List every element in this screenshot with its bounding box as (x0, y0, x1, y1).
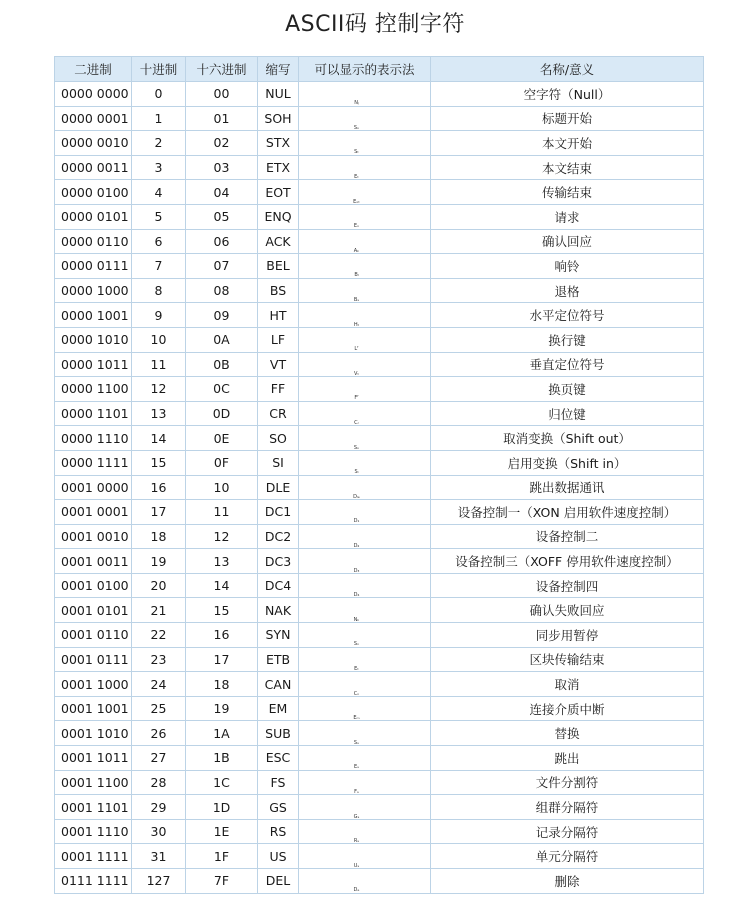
display-glyph-cell (299, 303, 431, 328)
name-meaning-cell: 水平定位符号 (431, 303, 704, 328)
table-row (55, 155, 704, 180)
abbreviation-cell: DLE (258, 475, 299, 500)
control-picture-glyph: D₂ (353, 542, 360, 549)
table-row (55, 278, 704, 303)
display-glyph-cell (299, 721, 431, 746)
decimal-cell: 28 (132, 770, 186, 795)
display-glyph-cell (299, 229, 431, 254)
name-meaning-cell: 替换 (431, 721, 704, 746)
decimal-cell: 26 (132, 721, 186, 746)
decimal-cell: 6 (132, 229, 186, 254)
decimal-cell: 17 (132, 500, 186, 525)
abbreviation-cell: LF (258, 327, 299, 352)
hex-cell: 10 (186, 475, 258, 500)
hex-cell: 1F (186, 844, 258, 869)
table-row (55, 180, 704, 205)
binary-cell: 0001 1100 (55, 770, 132, 795)
abbreviation-cell: HT (258, 303, 299, 328)
table-row (55, 377, 704, 402)
table-row (55, 696, 704, 721)
name-meaning-cell: 响铃 (431, 254, 704, 279)
display-glyph-cell (299, 155, 431, 180)
abbreviation-cell: ESC (258, 746, 299, 771)
control-picture-glyph: Uₛ (353, 862, 360, 869)
display-glyph-cell (299, 352, 431, 377)
display-glyph-cell (299, 450, 431, 475)
display-glyph-cell (299, 573, 431, 598)
decimal-cell: 16 (132, 475, 186, 500)
decimal-cell: 18 (132, 524, 186, 549)
abbreviation-cell: DC1 (258, 500, 299, 525)
hex-cell: 1D (186, 795, 258, 820)
hex-cell: 7F (186, 869, 258, 894)
control-picture-glyph: Nⱼ (354, 100, 359, 107)
control-picture-glyph: Eₒₜ (353, 198, 360, 205)
hex-cell: 03 (186, 155, 258, 180)
table-row (55, 549, 704, 574)
header-hex: 十六进制 (186, 57, 258, 82)
name-meaning-cell: 连接介质中断 (431, 696, 704, 721)
abbreviation-cell: ENQ (258, 204, 299, 229)
control-picture-glyph: Sₜ (354, 149, 359, 156)
name-meaning-cell: 垂直定位符号 (431, 352, 704, 377)
hex-cell: 1A (186, 721, 258, 746)
display-glyph-cell (299, 500, 431, 525)
hex-cell: 09 (186, 303, 258, 328)
abbreviation-cell: BS (258, 278, 299, 303)
binary-cell: 0001 0110 (55, 623, 132, 648)
table-row (55, 303, 704, 328)
name-meaning-cell: 空字符（Null） (431, 82, 704, 107)
abbreviation-cell: SOH (258, 106, 299, 131)
binary-cell: 0001 1110 (55, 819, 132, 844)
decimal-cell: 21 (132, 598, 186, 623)
decimal-cell: 19 (132, 549, 186, 574)
decimal-cell: 11 (132, 352, 186, 377)
control-picture-glyph: Eₘ (353, 715, 360, 721)
name-meaning-cell: 确认回应 (431, 229, 704, 254)
binary-cell: 0001 0000 (55, 475, 132, 500)
display-glyph-cell (299, 844, 431, 869)
binary-cell: 0001 1010 (55, 721, 132, 746)
binary-cell: 0000 0010 (55, 131, 132, 156)
decimal-cell: 2 (132, 131, 186, 156)
hex-cell: 1C (186, 770, 258, 795)
decimal-cell: 29 (132, 795, 186, 820)
control-picture-glyph: Bₛ (353, 297, 360, 303)
control-picture-glyph: D₁ (353, 518, 360, 525)
hex-cell: 00 (186, 82, 258, 107)
header-decimal: 十进制 (132, 57, 186, 82)
decimal-cell: 27 (132, 746, 186, 771)
name-meaning-cell: 单元分隔符 (431, 844, 704, 869)
binary-cell: 0001 0100 (55, 573, 132, 598)
name-meaning-cell: 设备控制二 (431, 524, 704, 549)
binary-cell: 0000 0011 (55, 155, 132, 180)
binary-cell: 0000 1000 (55, 278, 132, 303)
binary-cell: 0000 1110 (55, 426, 132, 451)
control-picture-glyph: Eₛ (353, 764, 360, 771)
binary-cell: 0001 1000 (55, 672, 132, 697)
control-picture-glyph: Eₜ (354, 174, 359, 180)
name-meaning-cell: 组群分隔符 (431, 795, 704, 820)
binary-cell: 0001 0011 (55, 549, 132, 574)
binary-cell: 0001 1101 (55, 795, 132, 820)
name-meaning-cell: 跳出数据通讯 (431, 475, 704, 500)
control-picture-glyph: Fᶠ (354, 395, 359, 402)
hex-cell: 12 (186, 524, 258, 549)
name-meaning-cell: 取消 (431, 672, 704, 697)
display-glyph-cell (299, 377, 431, 402)
decimal-cell: 24 (132, 672, 186, 697)
decimal-cell: 5 (132, 204, 186, 229)
table-row (55, 401, 704, 426)
abbreviation-cell: ETX (258, 155, 299, 180)
table-row (55, 770, 704, 795)
display-glyph-cell (299, 746, 431, 771)
control-picture-glyph: Hₜ (353, 321, 360, 328)
table-row (55, 229, 704, 254)
name-meaning-cell: 退格 (431, 278, 704, 303)
hex-cell: 14 (186, 573, 258, 598)
control-picture-glyph: Sᵤ (353, 739, 360, 746)
binary-cell: 0001 0101 (55, 598, 132, 623)
display-glyph-cell (299, 647, 431, 672)
control-picture-glyph: Sᵢ (354, 469, 359, 475)
name-meaning-cell: 本文结束 (431, 155, 704, 180)
control-picture-glyph: D₄ (353, 592, 360, 598)
table-row (55, 819, 704, 844)
decimal-cell: 13 (132, 401, 186, 426)
table-row (55, 475, 704, 500)
display-glyph-cell (299, 869, 431, 894)
hex-cell: 0C (186, 377, 258, 402)
header-binary: 二进制 (55, 57, 132, 82)
table-row (55, 327, 704, 352)
abbreviation-cell: NUL (258, 82, 299, 107)
table-row (55, 573, 704, 598)
hex-cell: 18 (186, 672, 258, 697)
name-meaning-cell: 换行键 (431, 327, 704, 352)
display-glyph-cell (299, 598, 431, 623)
binary-cell: 0000 0000 (55, 82, 132, 107)
binary-cell: 0001 0010 (55, 524, 132, 549)
binary-cell: 0111 1111 (55, 869, 132, 894)
decimal-cell: 20 (132, 573, 186, 598)
table-row (55, 131, 704, 156)
binary-cell: 0000 1001 (55, 303, 132, 328)
decimal-cell: 1 (132, 106, 186, 131)
abbreviation-cell: FF (258, 377, 299, 402)
control-picture-glyph: Dₗₑ (353, 493, 360, 500)
name-meaning-cell: 删除 (431, 869, 704, 894)
abbreviation-cell: DEL (258, 869, 299, 894)
name-meaning-cell: 请求 (431, 204, 704, 229)
control-picture-glyph: Sₙ (353, 641, 360, 648)
display-glyph-cell (299, 795, 431, 820)
table-header-row (55, 57, 704, 82)
hex-cell: 06 (186, 229, 258, 254)
control-picture-glyph: Sₒ (353, 124, 360, 131)
decimal-cell: 14 (132, 426, 186, 451)
name-meaning-cell: 取消变换（Shift out） (431, 426, 704, 451)
abbreviation-cell: EM (258, 696, 299, 721)
binary-cell: 0000 1101 (55, 401, 132, 426)
table-row (55, 746, 704, 771)
display-glyph-cell (299, 82, 431, 107)
hex-cell: 15 (186, 598, 258, 623)
control-picture-glyph: Fₛ (354, 788, 359, 795)
decimal-cell: 8 (132, 278, 186, 303)
name-meaning-cell: 本文开始 (431, 131, 704, 156)
hex-cell: 16 (186, 623, 258, 648)
display-glyph-cell (299, 524, 431, 549)
header-abbreviation: 缩写 (258, 57, 299, 82)
hex-cell: 1E (186, 819, 258, 844)
abbreviation-cell: SYN (258, 623, 299, 648)
control-picture-glyph: D₃ (353, 567, 360, 574)
table-row (55, 795, 704, 820)
name-meaning-cell: 传输结束 (431, 180, 704, 205)
table-row (55, 844, 704, 869)
table-row (55, 106, 704, 131)
hex-cell: 11 (186, 500, 258, 525)
control-picture-glyph: Eₙ (353, 223, 360, 230)
header-name-meaning: 名称/意义 (431, 57, 704, 82)
display-glyph-cell (299, 204, 431, 229)
binary-cell: 0001 1011 (55, 746, 132, 771)
binary-cell: 0001 0111 (55, 647, 132, 672)
decimal-cell: 30 (132, 819, 186, 844)
page-title: ASCII码 控制字符 (285, 12, 465, 37)
binary-cell: 0000 0100 (55, 180, 132, 205)
table-row (55, 500, 704, 525)
table-row (55, 450, 704, 475)
binary-cell: 0000 1111 (55, 450, 132, 475)
header-display: 可以显示的表示法 (299, 57, 431, 82)
abbreviation-cell: DC4 (258, 573, 299, 598)
decimal-cell: 10 (132, 327, 186, 352)
table-row (55, 352, 704, 377)
table-row (55, 204, 704, 229)
hex-cell: 05 (186, 204, 258, 229)
control-picture-glyph: Eₜ (354, 665, 359, 672)
display-glyph-cell (299, 549, 431, 574)
name-meaning-cell: 换页键 (431, 377, 704, 402)
display-glyph-cell (299, 401, 431, 426)
table-row (55, 672, 704, 697)
abbreviation-cell: CR (258, 401, 299, 426)
display-glyph-cell (299, 672, 431, 697)
decimal-cell: 15 (132, 450, 186, 475)
table-row (55, 623, 704, 648)
hex-cell: 02 (186, 131, 258, 156)
name-meaning-cell: 设备控制四 (431, 573, 704, 598)
name-meaning-cell: 跳出 (431, 746, 704, 771)
control-picture-glyph: Aₖ (353, 247, 360, 254)
binary-cell: 0000 0001 (55, 106, 132, 131)
abbreviation-cell: SUB (258, 721, 299, 746)
display-glyph-cell (299, 278, 431, 303)
display-glyph-cell (299, 426, 431, 451)
ascii-control-table (54, 56, 704, 894)
display-glyph-cell (299, 475, 431, 500)
table-row (55, 426, 704, 451)
decimal-cell: 4 (132, 180, 186, 205)
table-row (55, 598, 704, 623)
table-row (55, 82, 704, 107)
hex-cell: 1B (186, 746, 258, 771)
abbreviation-cell: US (258, 844, 299, 869)
hex-cell: 0D (186, 401, 258, 426)
abbreviation-cell: GS (258, 795, 299, 820)
hex-cell: 19 (186, 696, 258, 721)
decimal-cell: 22 (132, 623, 186, 648)
hex-cell: 0B (186, 352, 258, 377)
decimal-cell: 25 (132, 696, 186, 721)
hex-cell: 13 (186, 549, 258, 574)
display-glyph-cell (299, 180, 431, 205)
abbreviation-cell: STX (258, 131, 299, 156)
binary-cell: 0000 1010 (55, 327, 132, 352)
table-row (55, 647, 704, 672)
binary-cell: 0001 1001 (55, 696, 132, 721)
binary-cell: 0000 0111 (55, 254, 132, 279)
name-meaning-cell: 文件分割符 (431, 770, 704, 795)
hex-cell: 0F (186, 450, 258, 475)
decimal-cell: 23 (132, 647, 186, 672)
binary-cell: 0000 1011 (55, 352, 132, 377)
binary-cell: 0000 0110 (55, 229, 132, 254)
abbreviation-cell: DC3 (258, 549, 299, 574)
decimal-cell: 127 (132, 869, 186, 894)
control-picture-glyph: Gₛ (353, 813, 360, 820)
name-meaning-cell: 区块传输结束 (431, 647, 704, 672)
hex-cell: 0E (186, 426, 258, 451)
abbreviation-cell: NAK (258, 598, 299, 623)
name-meaning-cell: 同步用暂停 (431, 623, 704, 648)
display-glyph-cell (299, 623, 431, 648)
abbreviation-cell: DC2 (258, 524, 299, 549)
display-glyph-cell (299, 106, 431, 131)
name-meaning-cell: 记录分隔符 (431, 819, 704, 844)
hex-cell: 0A (186, 327, 258, 352)
control-picture-glyph: Dₑ (353, 887, 360, 894)
name-meaning-cell: 设备控制一（XON 启用软件速度控制） (431, 500, 704, 525)
control-picture-glyph: Lᶠ (354, 346, 359, 353)
binary-cell: 0001 0001 (55, 500, 132, 525)
decimal-cell: 31 (132, 844, 186, 869)
name-meaning-cell: 标题开始 (431, 106, 704, 131)
name-meaning-cell: 确认失败回应 (431, 598, 704, 623)
table-row (55, 524, 704, 549)
name-meaning-cell: 归位键 (431, 401, 704, 426)
decimal-cell: 7 (132, 254, 186, 279)
table-row (55, 869, 704, 894)
control-picture-glyph: Nₖ (353, 616, 360, 623)
binary-cell: 0000 0101 (55, 204, 132, 229)
name-meaning-cell: 启用变换（Shift in） (431, 450, 704, 475)
display-glyph-cell (299, 327, 431, 352)
display-glyph-cell (299, 770, 431, 795)
control-picture-glyph: Cᵣ (354, 420, 359, 426)
decimal-cell: 3 (132, 155, 186, 180)
control-picture-glyph: Sₒ (353, 444, 360, 451)
display-glyph-cell (299, 819, 431, 844)
display-glyph-cell (299, 254, 431, 279)
binary-cell: 0000 1100 (55, 377, 132, 402)
table-row (55, 721, 704, 746)
control-picture-glyph: Bₗ (354, 272, 359, 279)
abbreviation-cell: VT (258, 352, 299, 377)
abbreviation-cell: RS (258, 819, 299, 844)
control-picture-glyph: Cₙ (353, 690, 360, 697)
abbreviation-cell: FS (258, 770, 299, 795)
decimal-cell: 0 (132, 82, 186, 107)
abbreviation-cell: SI (258, 450, 299, 475)
abbreviation-cell: ETB (258, 647, 299, 672)
binary-cell: 0001 1111 (55, 844, 132, 869)
abbreviation-cell: BEL (258, 254, 299, 279)
abbreviation-cell: SO (258, 426, 299, 451)
table-row (55, 254, 704, 279)
hex-cell: 08 (186, 278, 258, 303)
display-glyph-cell (299, 131, 431, 156)
display-glyph-cell (299, 696, 431, 721)
decimal-cell: 9 (132, 303, 186, 328)
abbreviation-cell: ACK (258, 229, 299, 254)
abbreviation-cell: CAN (258, 672, 299, 697)
control-picture-glyph: Rₛ (353, 838, 360, 844)
hex-cell: 01 (186, 106, 258, 131)
control-picture-glyph: Vₜ (354, 370, 359, 377)
abbreviation-cell: EOT (258, 180, 299, 205)
hex-cell: 04 (186, 180, 258, 205)
hex-cell: 07 (186, 254, 258, 279)
decimal-cell: 12 (132, 377, 186, 402)
name-meaning-cell: 设备控制三（XOFF 停用软件速度控制） (431, 549, 704, 574)
hex-cell: 17 (186, 647, 258, 672)
